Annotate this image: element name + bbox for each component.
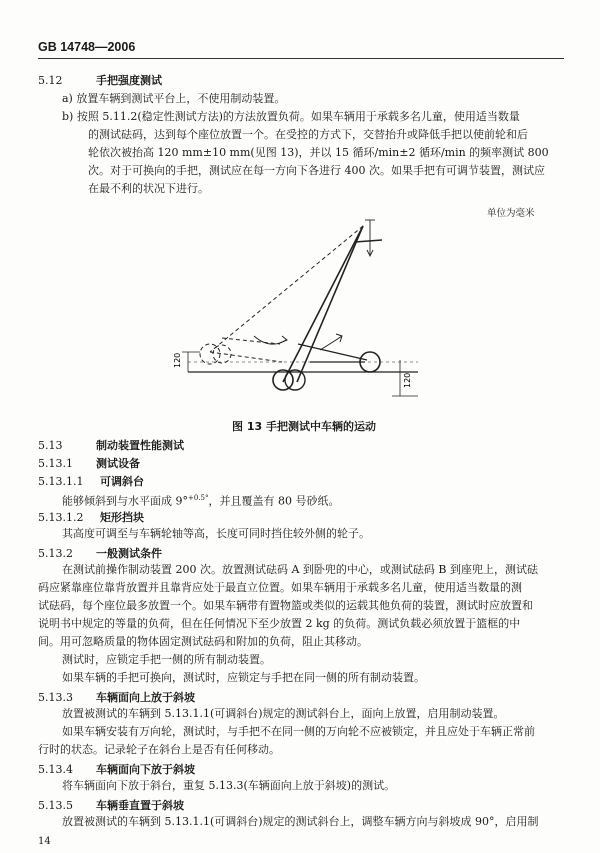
s5132-line-1: 在测试前操作制动装置 200 次。放置测试砝码 A 到卧兜的中心，或测试砝码 B 到座兜上，测试砝 xyxy=(62,563,538,576)
header-rule xyxy=(38,58,564,59)
figure-caption: 图 13 手把测试中车辆的运动 xyxy=(232,420,376,433)
section-5-13-1-1-heading: 5.13.1.1 可调斜台 xyxy=(38,475,144,488)
s5132-line-3: 试砝码，每个座位最多放置一个。如果车辆带有置物篮或类似的运载其他负荷的装置，测试时应放置和 xyxy=(38,599,533,612)
s5132-line-5: 间。用可忽略质量的物体固定测试砝码和附加的负荷，阻止其移动。 xyxy=(38,635,368,648)
dim-right-label: 120 xyxy=(403,372,412,388)
item-b-line-3: 轮依次被抬高 120 mm±10 mm(见图 13)，并以 15 循环/min±2 循环/min 的频率测试 800 xyxy=(88,146,549,159)
section-5-13-heading: 5.13 制动装置性能测试 xyxy=(38,439,184,452)
s5132-line-4: 说明书中规定的等量的负荷，但在任何情况下至少放置 2 kg 的负荷。测试负载必须放置于篮框的中 xyxy=(38,617,521,630)
item-a: a) 放置车辆到测试平台上，不使用制动装置。 xyxy=(62,92,286,105)
dim-left-label: 120 xyxy=(173,352,182,368)
s5133-line-1: 放置被测试的车辆到 5.13.1.1(可调斜台)规定的测试斜台上，面向上放置，启用制动装置。 xyxy=(62,707,505,720)
section-5-13-1-heading: 5.13.1 测试设备 xyxy=(38,457,140,470)
s5132-line-2: 码应紧靠座位靠背放置并且靠背应处于最直立位置。如果车辆用于承载多名儿童，使用适当数量的测 xyxy=(38,581,522,594)
section-5-13-3-heading: 5.13.3 车辆面向上放于斜坡 xyxy=(38,691,195,704)
s5133-line-3: 行时的状态。记录轮子在斜台上是否有任何移动。 xyxy=(38,743,280,756)
s5133-line-2: 如果车辆安装有万向轮，测试时，与手把不在同一侧的万向轮不应被锁定，并且应处于车辆正常前 xyxy=(62,725,535,738)
section-5-13-1-2-text: 其高度可调至与车辆轮轴等高，长度可同时挡住较外侧的轮子。 xyxy=(62,527,370,540)
section-5-12-heading: 5.12 手把强度测试 xyxy=(38,74,162,87)
tilted-handle-dashed xyxy=(210,226,363,352)
s5134-text: 将车辆面向下放于斜台，重复 5.13.3(车辆面向上放于斜坡)的测试。 xyxy=(62,779,396,792)
section-5-13-4-heading: 5.13.4 车辆面向下放于斜坡 xyxy=(38,763,195,776)
section-5-13-5-heading: 5.13.5 车辆垂直置于斜坡 xyxy=(38,799,184,812)
item-b-line-2: 的测试砝码，达到每个座位放置一个。在受控的方式下，交替抬升或降低手把以使前轮和后 xyxy=(88,128,528,141)
s5132-line-7: 如果车辆的手把可换向，测试时，应锁定与手把在同一侧的所有制动装置。 xyxy=(62,671,425,684)
unit-note: 单位为毫米 xyxy=(487,208,535,219)
rear-wheel xyxy=(273,370,293,390)
section-5-13-1-1-text: 能够倾斜到与水平面成 9°$^{+0.5^\circ}$，并且覆盖有 80 号砂纸。 xyxy=(62,494,340,508)
page-number: 14 xyxy=(38,836,51,847)
standard-number: GB 14748—2006 xyxy=(38,40,136,54)
section-5-13-2-heading: 5.13.2 一般测试条件 xyxy=(38,547,162,560)
item-b-line-1: b) 按照 5.11.2(稳定性测试方法)的方法放置负荷。如果车辆用于承载多名儿童，使用适当数量 xyxy=(62,110,520,123)
s5132-line-6: 测试时，应锁定手把一侧的所有制动装置。 xyxy=(62,653,271,666)
item-b-line-4: 次。对于可换向的手把，测试应在每一方向下各进行 400 次。如果手把有可调节装置，测试应 xyxy=(88,164,545,177)
handle-bar xyxy=(283,226,363,382)
item-b-line-5: 在最不利的状况下进行。 xyxy=(88,182,209,195)
s5135-text: 放置被测试的车辆到 5.13.1.1(可调斜台)规定的测试斜台上，调整车辆方向与斜坡成 90°，启用制 xyxy=(62,815,539,828)
figure-13-stroller-diagram xyxy=(170,212,430,412)
section-5-13-1-2-heading: 5.13.1.2 矩形挡块 xyxy=(38,511,144,524)
